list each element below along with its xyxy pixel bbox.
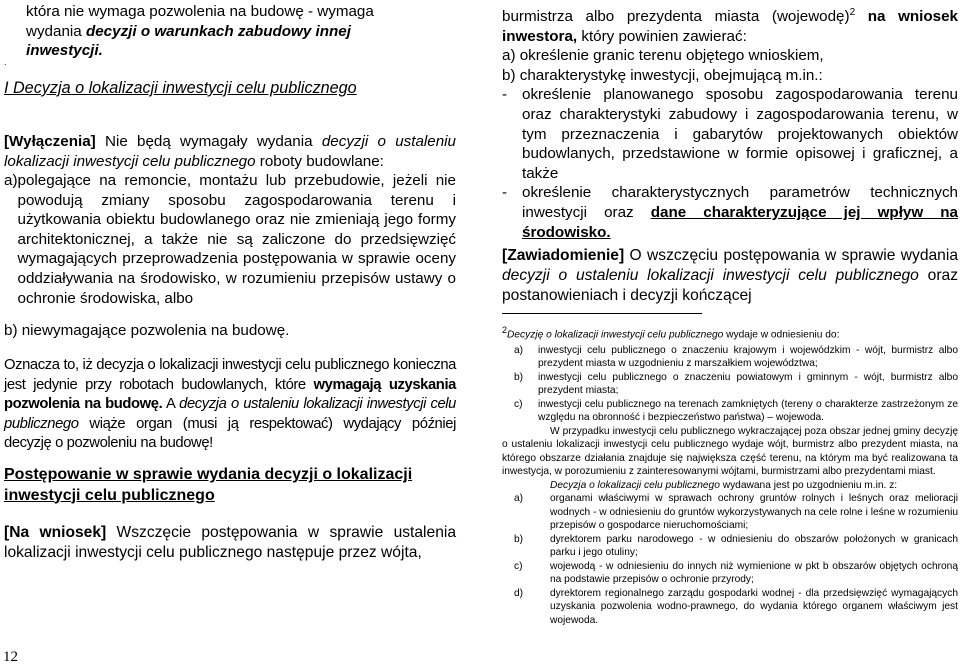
authority-line <box>502 3 958 46</box>
footnote-item-b <box>502 371 958 398</box>
footnote-item-label: d) <box>514 587 524 599</box>
footnote-ref: 2 <box>849 7 856 18</box>
application-label: [Na wniosek] <box>4 524 107 541</box>
notification-decision: decyzji o ustaleniu lokalizacji inwestycji celu publicznego <box>502 267 919 284</box>
intro-line-2 <box>26 22 456 42</box>
page-number: 12 <box>3 649 18 665</box>
footnote-item-text: organami właściwymi w sprawach ochrony gruntów rolnych i leśnych oraz melioracji wodnych - w odniesieniu do gruntów wykorzystywanych na cele rolne i leśne w rozumieniu przepisów o gospodarce nieruchomościami; <box>550 493 958 532</box>
requirement-dash-2 <box>502 183 958 242</box>
note-text: Oznacza to, iż decyzja o lokalizacji inwestycji celu publicznego konieczna jest jedynie przy robotach budowlanych, które <box>4 357 456 393</box>
note-text: A <box>162 396 180 413</box>
footnote-intro <box>502 324 958 342</box>
notification-text: O wszczęciu postępowania w sprawie wydania <box>624 247 958 264</box>
exclusions-paragraph <box>4 132 456 171</box>
footnote-item-label: c) <box>514 398 523 410</box>
requirement-a: a) określenie granic terenu objętego wnioskiem, <box>502 47 824 65</box>
footnote-number: 2 <box>502 325 508 335</box>
footnote-item-label: b) <box>514 533 524 545</box>
dash-emphasis: dane charakteryzujące jej wpływ na środowisko. <box>522 204 958 241</box>
requirement-b: b) charakterystykę inwestycji, obejmującą m.in.: <box>502 66 823 84</box>
footnote-paragraph-2: W przypadku inwestycji celu publicznego wykraczającej poza obszar jednej gminy decyzję o ustaleniu lokalizacji inwestycji celu publicznego wydaje wójt, burmistrz albo prezydent miasta, na którego obszarze działania znajduje się największa część terenu, na którym ma być realizowana ta inwestycja, w porozumieniu z zainteresowanymi wójtami, burmistrzami albo prezydentami miast. <box>502 425 958 478</box>
item-text: niewymagające pozwolenia na budowę. <box>21 322 290 339</box>
dash-text <box>522 183 958 242</box>
footnote-text: wydawana jest po uzgodnieniu m.in. z: <box>719 479 898 491</box>
dash-text-part: określenie charakterystycznych parametrów technicznych inwestycji oraz <box>522 184 958 221</box>
footnote-decision: Decyzję o lokalizacji inwestycji celu publicznego <box>507 329 724 341</box>
footnote-item-c2 <box>502 560 958 587</box>
footnote-item-label: a) <box>514 493 524 505</box>
exclusions-decision: decyzji o ustaleniu lokalizacji inwestycji celu publicznego <box>4 133 457 170</box>
footnote-item-text: dyrektorem parku narodowego - w odniesieniu do obszarów położonych w granicach parku i jego otuliny; <box>550 533 958 559</box>
footnote-paragraph-3 <box>502 479 958 493</box>
item-label: a) <box>4 172 18 189</box>
dash: - <box>502 184 508 202</box>
footnote-item-label: b) <box>514 371 524 383</box>
footnote-item-b2 <box>502 533 958 560</box>
footnote-item-text: inwestycji celu publicznego na terenach zamkniętych (tereny o charakterze zastrzeżonym ze względu na obronność i bezpieczeństwo państwa) – wojewoda. <box>538 398 958 424</box>
notification-label: [Zawiadomienie] <box>502 247 625 264</box>
application-paragraph <box>4 523 456 563</box>
exclusion-item-a <box>4 171 456 308</box>
notification-tail: oraz postanowieniach i decyzji kończącej <box>502 267 958 304</box>
exclusions-text: Nie będą wymagały wydania <box>95 133 322 150</box>
procedure-title: Postępowanie w sprawie wydania decyzji o lokalizacji inwestycji celu publicznego <box>4 466 413 504</box>
exclusions-label: [Wyłączenia] <box>4 133 96 150</box>
footnote-separator <box>502 313 702 314</box>
footnote-item-a <box>502 344 958 371</box>
footnote-item-c <box>502 398 958 425</box>
note-paragraph <box>4 356 456 454</box>
authority-paragraph <box>502 3 958 242</box>
stray-dot: . <box>4 57 7 67</box>
footnote-item-label: c) <box>514 560 523 572</box>
intro-text: wydania <box>26 22 86 40</box>
intro-continuation <box>26 2 456 61</box>
footnote-item-text: inwestycji celu publicznego o znaczeniu krajowym i wojewódzkim - wójt, burmistrz albo prezydent miasta w uzgodnieniu z marszałkiem województwa; <box>538 344 958 370</box>
footnote-item-text: inwestycji celu publicznego o znaczeniu powiatowym i gminnym - wójt, burmistrz albo prezydent miasta; <box>538 371 958 397</box>
requirement-dash-1 <box>502 85 958 183</box>
dash-text: określenie planowanego sposobu zagospodarowania terenu oraz charakterystyki zabudowy i zagospodarowania terenu, w tym przeznaczenia i gabarytów projektowanych obiektów budowlanych, przedstawione w formie opisowej i graficznej, a także <box>522 86 958 182</box>
intro-line-1: która nie wymaga pozwolenia na budowę - wymaga <box>26 3 374 20</box>
authority-text: burmistrza albo prezydenta miasta (wojewodę) <box>502 8 850 26</box>
intro-emphasis: decyzji o warunkach zabudowy innej <box>85 22 351 40</box>
item-label: b) <box>4 322 22 339</box>
item-text: polegające na remoncie, montażu lub przebudowie, jeżeli nie powodują zmiany sposobu zagospodarowania terenu i użytkowania obiektu budowlanego oraz nie zmieniają jego formy architektonicznej, a także nie są zaliczone do przedsięwzięć wymagających przeprowadzenia postępowania w sprawie oceny oddziaływania na środowisko, w rozumieniu przepisów ustawy o ochronie środowiska, albo <box>17 172 456 307</box>
footnote <box>502 324 958 627</box>
footnote-text: wydaje w odniesieniu do: <box>723 329 840 341</box>
footnote-item-text: dyrektorem regionalnego zarządu gospodarki wodnej - dla przedsięwzięć wymagających uzyskania pozwolenia wodno-prawnego, do wydania którego organem właściwym jest wojewoda. <box>550 587 958 626</box>
footnote-item-a2 <box>502 492 958 533</box>
footnote-decision: Decyzja o lokalizacji celu publicznego <box>550 479 720 491</box>
note-emphasis: wymagają uzyskania pozwolenia na budowę. <box>4 376 456 413</box>
exclusions-tail: roboty budowlane: <box>255 152 384 170</box>
intro-line-3: inwestycji. <box>26 42 103 60</box>
dash: - <box>502 86 508 104</box>
application-text: Wszczęcie postępowania w sprawie ustalenia lokalizacji inwestycji celu publicznego następuje przez wójta, <box>4 524 456 561</box>
notification-paragraph <box>502 246 958 306</box>
authority-tail: który powinien zawierać: <box>577 27 747 45</box>
note-decision: decyzja o ustaleniu lokalizacji inwestycji celu publicznego <box>4 396 457 432</box>
section-title: I Decyzja o lokalizacji inwestycji celu publicznego <box>4 79 357 97</box>
footnote-item-d2 <box>502 587 958 628</box>
authority-emphasis: na wniosek inwestora, <box>502 8 959 45</box>
exclusion-item-b <box>4 321 456 341</box>
note-text: wiąże organ (musi ją respektować) wydający później decyzję o pozwoleniu na budowę! <box>4 415 456 452</box>
footnote-item-text: wojewodą - w odniesieniu do innych niż wymienione w pkt b obszarów objętych ochroną na podstawie przepisów o ochronie przyrody; <box>550 560 958 586</box>
footnote-item-label: a) <box>514 344 524 356</box>
